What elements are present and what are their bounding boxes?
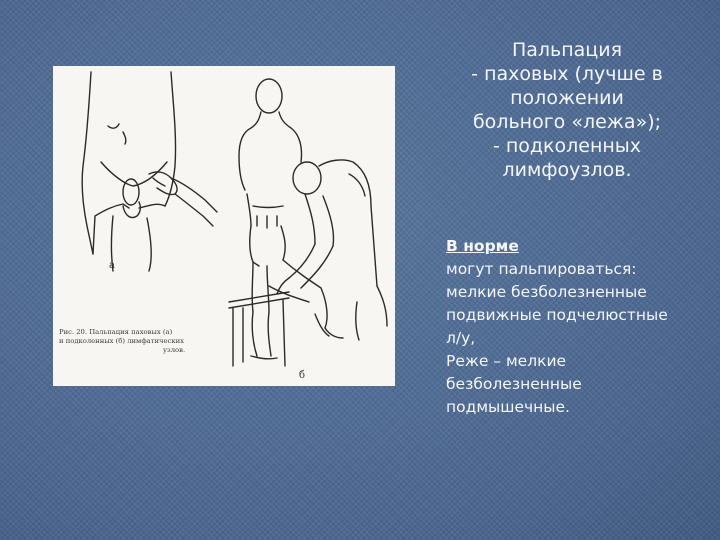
figure-b-examiner — [277, 160, 387, 340]
body-line: подвижные подчелюстные — [446, 306, 668, 324]
figure-caption-line-3: узлов. — [163, 346, 186, 354]
body-heading: В норме — [446, 237, 519, 255]
body-line: могут пальпироваться: — [446, 260, 637, 278]
slide-title — [448, 38, 686, 182]
figure-caption-line-1: Рис. 20. Пальпация паховых (а) — [59, 328, 173, 336]
title-line: больного «лежа»); — [472, 111, 662, 133]
body-line: Реже – мелкие — [446, 352, 567, 370]
figure-b-patient — [239, 79, 302, 359]
body-line: л/у, — [446, 329, 476, 347]
title-line: - подколенных — [492, 135, 642, 157]
figure-a-hand — [149, 172, 217, 226]
body-line: мелкие безболезненные — [446, 283, 647, 301]
palpation-illustration — [53, 66, 395, 386]
figure-label-b: б — [299, 370, 306, 381]
title-line: положении — [510, 87, 624, 109]
body-line: подмышечные. — [446, 398, 570, 416]
title-line: Пальпация — [511, 39, 623, 61]
title-line: - паховых (лучше в — [471, 63, 663, 85]
title-line: лимфоузлов. — [502, 159, 632, 181]
body-line: безболезненные — [446, 375, 582, 393]
figure-label-a: а — [109, 260, 115, 271]
chair — [229, 292, 289, 366]
illustration-drawing — [53, 66, 395, 386]
figure-caption-line-2: и подколенных (б) лимфатических — [59, 337, 184, 345]
slide-body — [446, 235, 716, 419]
